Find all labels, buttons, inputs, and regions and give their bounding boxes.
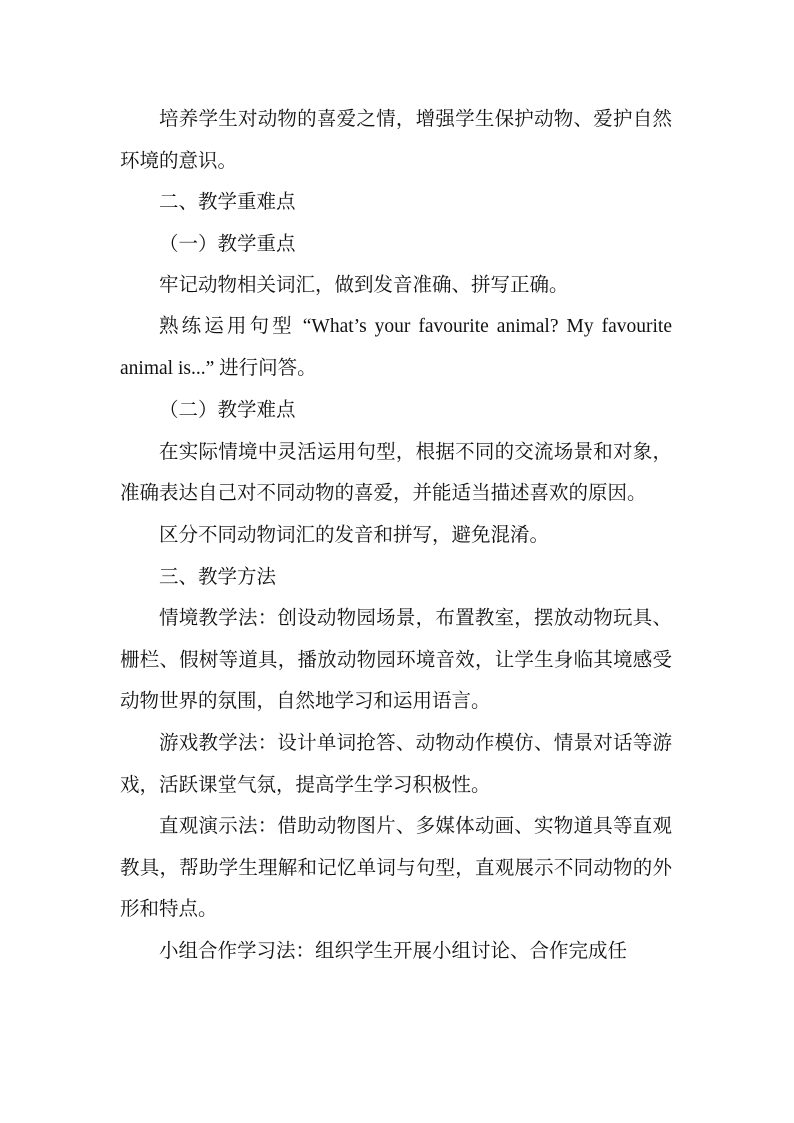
heading-key-difficult-points: 二、教学重难点 [159,190,296,214]
paragraph-vocabulary-mastery: 牢记动物相关词汇，做到发音准确、拼写正确。 [159,273,569,297]
paragraph-flexible-usage: 在实际情境中灵活运用句型，根据不同的交流场景和对象，准确表达自己对不同动物的喜爱，并能适当描述喜欢的原因。 [120,439,672,505]
paragraph-game-method: 游戏教学法：设计单词抢答、动物动作模仿、情景对话等游戏，活跃课堂气氛，提高学生学习积极性。 [120,730,672,796]
paragraph-goal-emotion: 培养学生对动物的喜爱之情，增强学生保护动物、爱护自然环境的意识。 [120,107,672,172]
paragraph-situational-method: 情境教学法：创设动物园场景，布置教室，摆放动物玩具、栅栏、假树等道具，播放动物园环境音效，让学生身临其境感受动物世界的氛围，自然地学习和运用语言。 [120,606,672,713]
paragraph-pronunciation-distinction: 区分不同动物词汇的发音和拼写，避免混淆。 [159,522,550,546]
paragraph-sentence-pattern: 熟练运用句型 “What’s your favourite animal? My favourite animal is...” 进行问答。 [120,315,672,379]
paragraph-demonstration-method: 直观演示法：借助动物图片、多媒体动画、实物道具等直观教具，帮助学生理解和记忆单词与句型，直观展示不同动物的外形和特点。 [120,814,672,921]
paragraph-group-cooperation-method: 小组合作学习法：组织学生开展小组讨论、合作完成任 [159,938,628,962]
subheading-difficult-points: （二）教学难点 [159,398,296,422]
heading-teaching-methods: 三、教学方法 [159,564,277,588]
subheading-key-points: （一）教学重点 [159,231,296,255]
document-body [120,98,672,971]
